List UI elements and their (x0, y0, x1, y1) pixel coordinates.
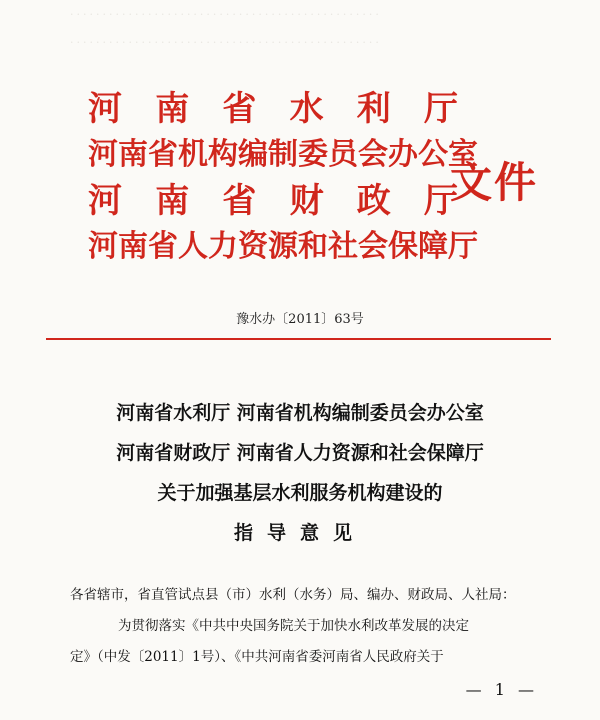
page-number: — 1 — (465, 680, 538, 699)
issuer-human-resources: 河南省人力资源和社会保障厅 (88, 229, 478, 264)
paragraph-line: 定》（中发〔2011〕1号）、《中共河南省委河南省人民政府关于 (70, 649, 444, 665)
red-divider (46, 338, 551, 340)
title-line-4: 指导意见 (233, 522, 366, 544)
issuer-staffing-office: 河南省机构编制委员会办公室 (88, 137, 478, 172)
title-line-3: 关于加强基层水利服务机构建设的 (157, 482, 443, 504)
issuer-water-resources: 河南省水利厅 (88, 89, 458, 129)
issuer-finance: 河南省财政厅 (88, 181, 458, 221)
bleed-through-text: ················································ (70, 36, 382, 49)
title-line-1: 河南省水利厅 河南省机构编制委员会办公室 (116, 402, 484, 424)
issuer-block (88, 86, 478, 270)
document-number: 豫水办〔2011〕63号 (236, 312, 364, 327)
document-label: 文件 (450, 158, 539, 207)
title-line-2: 河南省财政厅 河南省人力资源和社会保障厅 (116, 442, 484, 464)
paragraph-line: 为贯彻落实《中共中央国务院关于加快水利改革发展的决定 (118, 618, 469, 634)
bleed-through-text: ················································ (70, 8, 382, 21)
addressee: 各省辖市，省直管试点县（市）水利（水务）局、编办、财政局、人社局： (70, 587, 516, 603)
